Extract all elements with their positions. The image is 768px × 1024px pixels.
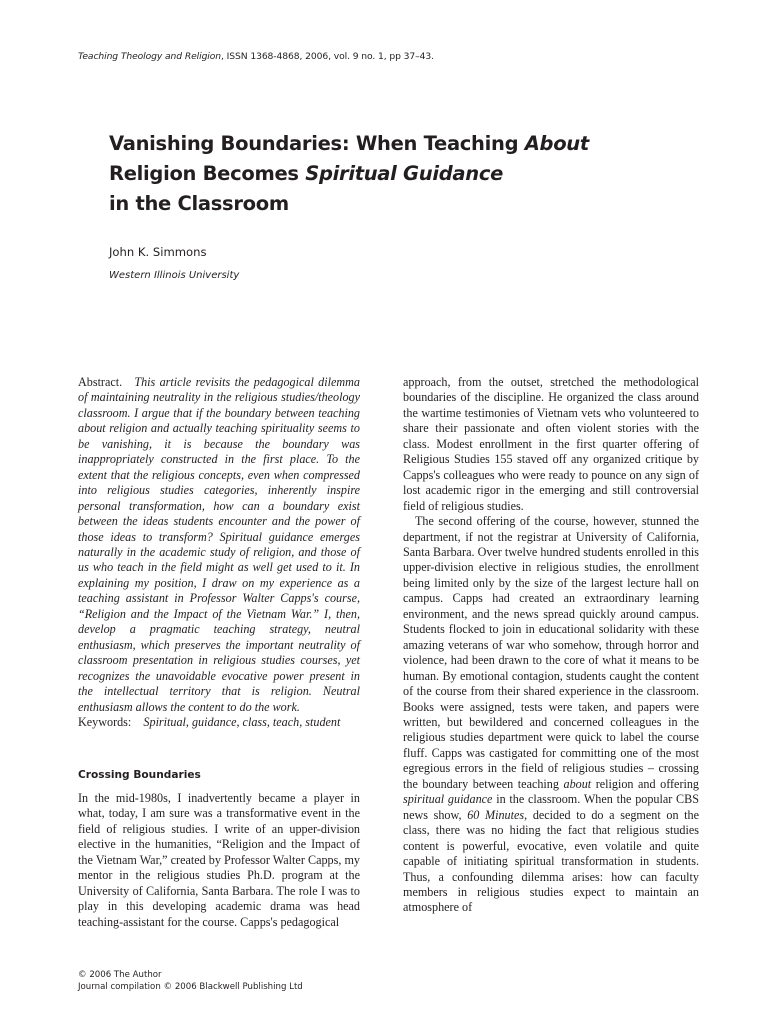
title-line-1: Vanishing Boundaries: When Teaching [109, 132, 525, 155]
body-paragraph [403, 514, 699, 916]
citation-details: , ISSN 1368-4868, 2006, vol. 9 no. 1, pp 37–43. [221, 51, 434, 62]
title-emphasis-about: About [524, 132, 589, 155]
emphasis-spiritual-guidance: spiritual guidance [403, 792, 493, 807]
body-paragraph: In the mid-1980s, I inadvertently became a player in what, today, I am sure was a transformative event in the field of religious studies. I write of an upper-division elective in the humanities, “Religion and the Impact of the Vietnam War,” created by Professor Walter Capps, my mentor in the religious studies Ph.D. program at the University of California, Santa Barbara. The role I was to play in this developing academic drama was head teaching-assistant for the course. Capps's pedagogical [78, 790, 360, 929]
title-line-2: Religion Becomes [109, 162, 306, 185]
title-emphasis-spiritual-guidance: Spiritual Guidance [305, 162, 503, 185]
paragraph-text: The second offering of the course, however, stunned the department, if not the registrar at University of California, Santa Barbara. Over twelve hundred students enrolled in this upper-division elective in religious studies, the enrollment being limited only by the size of the largest lecture hall on campus. Capps had created an extraordinary learning environment, and the news spread quickly around campus. Students flocked to join in educational solidarity with these amazing veterans of war who somehow, through horror and violence, had been drawn to the core of what it means to be human. By emotional contagion, students caught the content of the course from their shared experience in the classroom. Books were assigned, tests were taken, and papers were written, but bewildered and concerned colleagues in the religious studies department were quick to label the course fluff. Capps was castigated for committing one of the most egregious errors in the field of religious studies – crossing the boundary between teaching [403, 514, 699, 791]
copyright-author: © 2006 The Author [78, 970, 162, 980]
body-paragraph-continued: approach, from the outset, stretched the methodological boundaries of the discipline. He organized the class around the wartime testimonies of Vietnam vets who volunteered to share their passionate and often violent stories with the class. Modest enrollment in the first quarter offering of Religious Studies 155 staved off any organized critique by Capps's colleagues who were ready to pounce on any sign of lost academic rigor in the emerging and still controversial field of religious studies. [403, 375, 699, 513]
paragraph-text: in the classroom. When the popular CBS news show, [403, 792, 699, 822]
copyright-footer [78, 969, 303, 993]
keywords [78, 715, 360, 730]
author-affiliation: Western Illinois University [109, 270, 240, 281]
emphasis-show-title: 60 Minutes [467, 807, 525, 822]
journal-citation [78, 51, 698, 62]
journal-name: Teaching Theology and Religion [78, 51, 222, 62]
right-column [403, 375, 699, 916]
section-heading: Crossing Boundaries [78, 769, 201, 782]
article-title [109, 129, 709, 219]
copyright-journal: Journal compilation © 2006 Blackwell Publishing Ltd [78, 982, 303, 992]
left-column [78, 375, 360, 930]
keywords-text: Spiritual, guidance, class, teach, student [143, 714, 341, 729]
author-name: John K. Simmons [109, 245, 207, 259]
abstract-text: This article revisits the pedagogical dilemma of maintaining neutrality in the religious studies/theology classroom. I argue that if the boundary between teaching about religion and actually teaching spirituality seems to be vanishing, it is because the boundary was inappropriately constructed in the first place. To the extent that the religious concepts, even when compressed into religious studies categories, inherently inspire personal transformation, how can a boundary exist between the ideas students encounter and the power of those ideas to transform? Spiritual guidance emerges naturally in the academic study of religion, and those of us who teach in the field might as well get used to it. In explaining my position, I draw on my experience as a teaching assistant in Professor Walter Capps's course, “Religion and the Impact of the Vietnam War.” I, then, develop a pragmatic teaching strategy, neutral enthusiasm, which preserves the important neutrality of classroom presentation in religious studies courses, yet recognizes the unavoidable evocative power present in the intellectual territory that is religion. Neutral enthusiasm allows the content to do the work. [78, 375, 360, 714]
paragraph-text: , decided to do a segment on the class, there was no hiding the fact that religious studies content is powerful, evocative, even volatile and quite capable of initiating spiritual transformation in students. Thus, a confounding dilemma arises: how can faculty members in religious studies expect to maintain an atmosphere of [403, 807, 700, 915]
abstract-label: Abstract. [78, 375, 123, 389]
emphasis-about: about [563, 776, 592, 791]
keywords-label: Keywords: [78, 714, 132, 729]
paragraph-text: religion and offering [591, 776, 700, 791]
abstract [78, 375, 360, 715]
title-line-3: in the Classroom [109, 192, 289, 215]
